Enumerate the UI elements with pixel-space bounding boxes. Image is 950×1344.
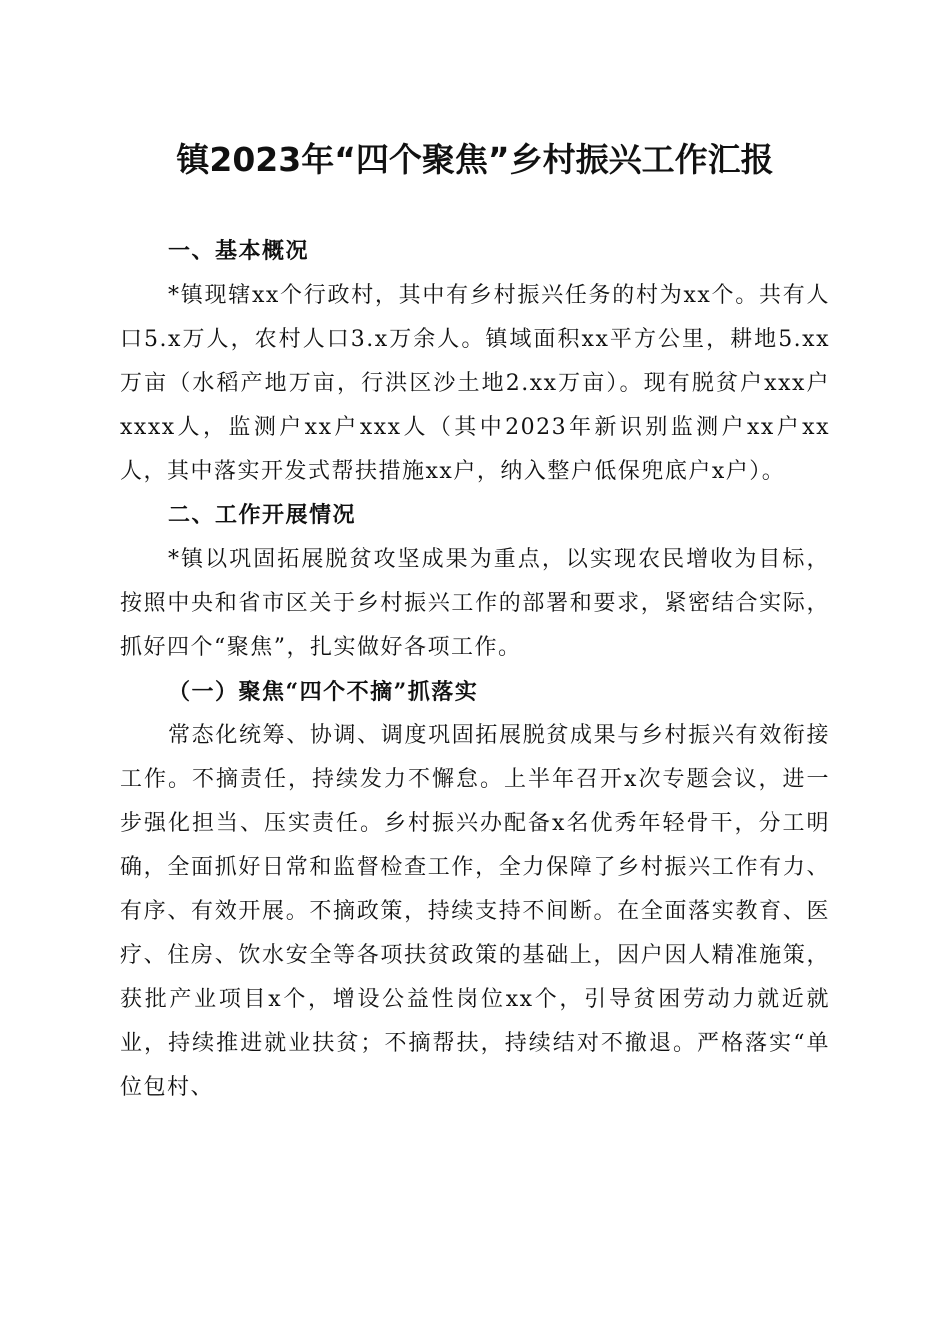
paragraph-four-not-remove: 常态化统筹、协调、调度巩固拓展脱贫成果与乡村振兴有效衔接工作。不摘责任，持续发力不懈怠。上半年召开x次专题会议，进一步强化担当、压实责任。乡村振兴办配备x名优秀年轻骨干，分工明确，全面抓好日常和监督检查工作，全力保障了乡村振兴工作有力、有序、有效开展。不摘政策，持续支持不间断。在全面落实教育、医疗、住房、饮水安全等各项扶贫政策的基础上，因户因人精准施策，获批产业项目x个，增设公益性岗位xx个，引导贫困劳动力就近就业，持续推进就业扶贫；不摘帮扶，持续结对不撤退。严格落实“单位包村、	[120, 723, 830, 1100]
section-heading-basic-overview: 一、基本概况	[168, 239, 310, 264]
paragraph-work-progress: *镇以巩固拓展脱贫攻坚成果为重点，以实现农民增收为目标，按照中央和省市区关于乡村振兴工作的部署和要求，紧密结合实际，抓好四个“聚焦”，扎实做好各项工作。	[120, 547, 830, 660]
section-heading-work-progress: 二、工作开展情况	[168, 503, 357, 528]
subsection-heading-four-not-remove: （一）聚焦“四个不摘”抓落实	[168, 679, 479, 705]
document-title: 镇2023年“四个聚焦”乡村振兴工作汇报	[176, 140, 774, 179]
paragraph-basic-overview: *镇现辖xx个行政村，其中有乡村振兴任务的村为xx个。共有人口5.x万人，农村人口3.x万余人。镇域面积xx平方公里，耕地5.xx万亩（水稻产地万亩，行洪区沙土地2.xx万亩）。现有脱贫户xxx户xxxx人，监测户xx户xxx人（其中2023年新识别监测户xx户xx人，其中落实开发式帮扶措施xx户，纳入整户低保兜底户x户）。	[120, 283, 830, 484]
document-body	[120, 230, 830, 1110]
